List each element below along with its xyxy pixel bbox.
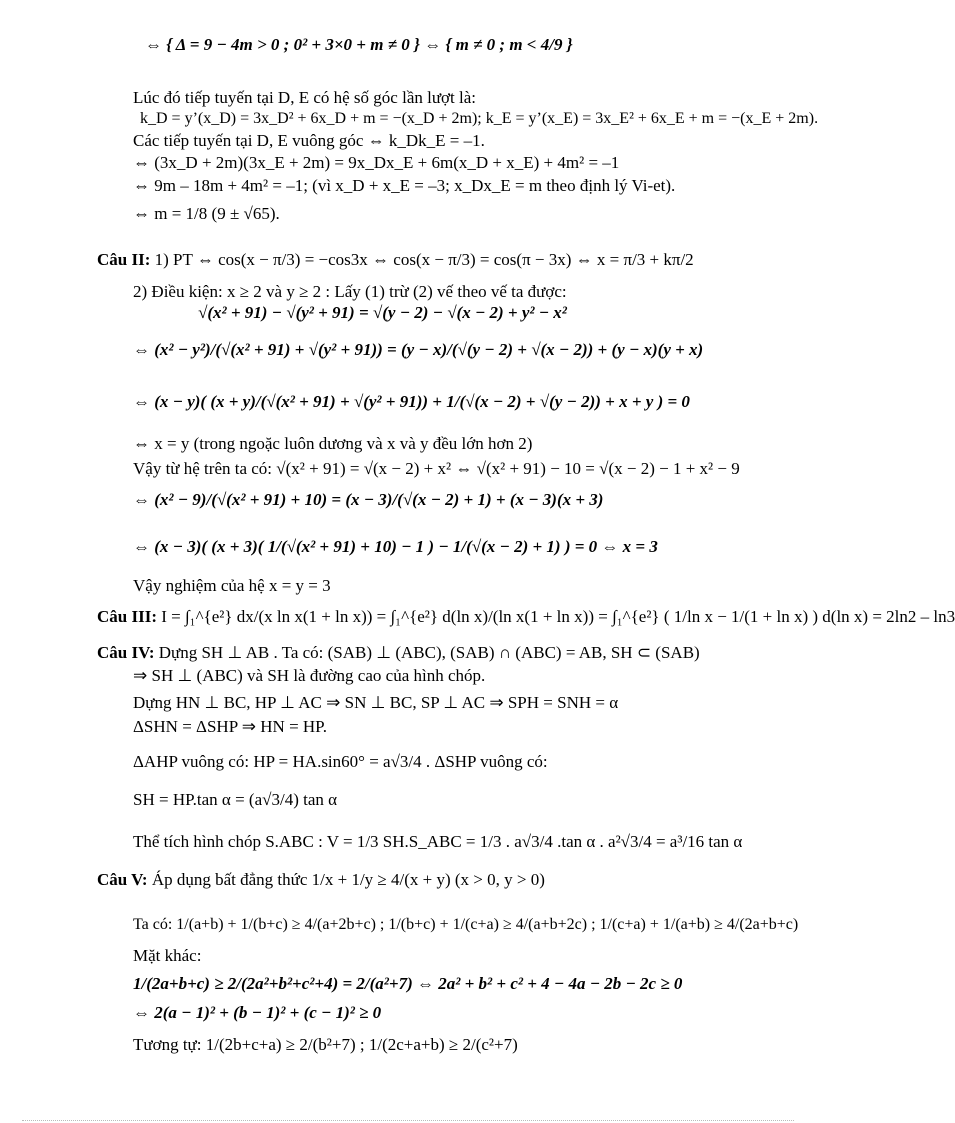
line-inequality-1: 1/(2a+b+c) ≥ 2/(2a²+b²+c²+4) = 2/(a²+7) ⇔ 2a² + b² + c² + 4 − 4a − 2b − 2c ≥ 0	[133, 974, 683, 993]
line-expand: ⇔ (3x_D + 2m)(3x_E + 2m) = 9x_Dx_E + 6m(x_D + x_E) + 4m² = –1	[133, 153, 620, 172]
line-vieta: ⇔ 9m – 18m + 4m² = –1; (vì x_D + x_E = –3; x_Dx_E = m theo định lý Vi-et).	[133, 176, 676, 195]
line-otherwise: Mặt khác:	[133, 946, 202, 965]
line-factor-4: ⇔ (x − 3)( (x + 3)( 1/(√(x² + 91) + 10) − 1 ) − 1/(√(x − 2) + 1) ) = 0 ⇔ x = 3	[133, 537, 658, 556]
statement: Áp dụng bất đẳng thức 1/x + 1/y ≥ 4/(x + y) (x > 0, y > 0)	[147, 870, 545, 889]
equation: 1) PT ⇔ cos(x − π/3) = −cos3x ⇔ cos(x − π/3) = cos(π − 3x) ⇔ x = π/3 + kπ/2	[150, 250, 694, 269]
page-bottom-rule	[22, 1120, 794, 1121]
line-tangent-intro: Lúc đó tiếp tuyến tại D, E có hệ số góc lần lượt là:	[133, 88, 477, 107]
line-x-equals-y: ⇔ x = y (trong ngoặc luôn dương và x và y đều lớn hơn 2)	[133, 434, 533, 453]
question-label: Câu IV:	[97, 643, 155, 662]
question-label: Câu III:	[97, 607, 157, 626]
line-condition-system: ⇔ { Δ = 9 − 4m > 0 ; 0² + 3×0 + m ≠ 0 } ⇔ { m ≠ 0 ; m < 4/9 }	[145, 35, 573, 54]
line-volume: Thể tích hình chóp S.ABC : V = 1/3 SH.S_ABC = 1/3 . a√3/4 .tan α . a²√3/4 = a³/16 tan α	[133, 832, 743, 851]
line-construct: Dựng HN ⊥ BC, HP ⊥ AC ⇒ SN ⊥ BC, SP ⊥ AC ⇒ SPH = SNH = α	[133, 693, 619, 712]
line-solution: Vậy nghiệm của hệ x = y = 3	[133, 576, 331, 595]
question-label: Câu II:	[97, 250, 151, 269]
question-label: Câu V:	[97, 870, 148, 889]
line-subtract: √(x² + 91) − √(y² + 91) = √(y − 2) − √(x − 2) + y² − x²	[198, 303, 567, 322]
equation: I = ∫₁^{e²} dx/(x ln x(1 + ln x)) = ∫₁^{e²} d(ln x)/(ln x(1 + ln x)) = ∫₁^{e²} ( 1/ln x − 1/(1 + ln x) ) d(ln x) = 2ln2 – ln3	[157, 607, 955, 626]
line-cau-iv	[97, 643, 700, 663]
line-cau-v	[97, 870, 545, 890]
line-factor-1: ⇔ (x² − y²)/(√(x² + 91) + √(y² + 91)) = (y − x)/(√(y − 2) + √(x − 2)) + (y − x)(y + x)	[133, 340, 704, 359]
line-congruent: ΔSHN = ΔSHP ⇒ HN = HP.	[133, 717, 327, 736]
line-substitute: Vậy từ hệ trên ta có: √(x² + 91) = √(x − 2) + x² ⇔ √(x² + 91) − 10 = √(x − 2) − 1 + x² − 9	[133, 459, 740, 478]
line-factor-2: ⇔ (x − y)( (x + y)/(√(x² + 91) + √(y² + 91)) + 1/(√(x − 2) + √(y − 2)) + x + y ) = 0	[133, 392, 690, 411]
line-inequality-2: ⇔ 2(a − 1)² + (b − 1)² + (c − 1)² ≥ 0	[133, 1003, 382, 1022]
line-cau-iii	[97, 607, 955, 627]
line-slopes: k_D = y’(x_D) = 3x_D² + 6x_D + m = −(x_D + 2m); k_E = y’(x_E) = 3x_E² + 6x_E + m = −(x_E + 2m).	[140, 110, 819, 127]
line-right-triangle: ΔAHP vuông có: HP = HA.sin60° = a√3/4 . ΔSHP vuông có:	[133, 752, 548, 771]
line-cau-ii	[97, 250, 694, 270]
statement: Dựng SH ⊥ AB . Ta có: (SAB) ⊥ (ABC), (SAB) ∩ (ABC) = AB, SH ⊂ (SAB)	[154, 643, 700, 662]
line-m-solution: ⇔ m = 1/8 (9 ± √65).	[133, 204, 280, 223]
line-sh: SH = HP.tan α = (a√3/4) tan α	[133, 790, 338, 809]
line-height: ⇒ SH ⊥ (ABC) và SH là đường cao của hình chóp.	[133, 666, 486, 685]
line-inequalities: Ta có: 1/(a+b) + 1/(b+c) ≥ 4/(a+2b+c) ; 1/(b+c) + 1/(c+a) ≥ 4/(a+b+2c) ; 1/(c+a) + 1/(a+b) ≥ 4/(2a+b+c)	[133, 916, 799, 933]
line-factor-3: ⇔ (x² − 9)/(√(x² + 91) + 10) = (x − 3)/(√(x − 2) + 1) + (x − 3)(x + 3)	[133, 490, 604, 509]
line-perpendicular: Các tiếp tuyến tại D, E vuông góc ⇔ k_Dk_E = –1.	[133, 131, 485, 150]
line-condition: 2) Điều kiện: x ≥ 2 và y ≥ 2 : Lấy (1) trừ (2) vế theo vế ta được:	[133, 282, 567, 301]
line-similarly: Tương tự: 1/(2b+c+a) ≥ 2/(b²+7) ; 1/(2c+a+b) ≥ 2/(c²+7)	[133, 1035, 518, 1054]
